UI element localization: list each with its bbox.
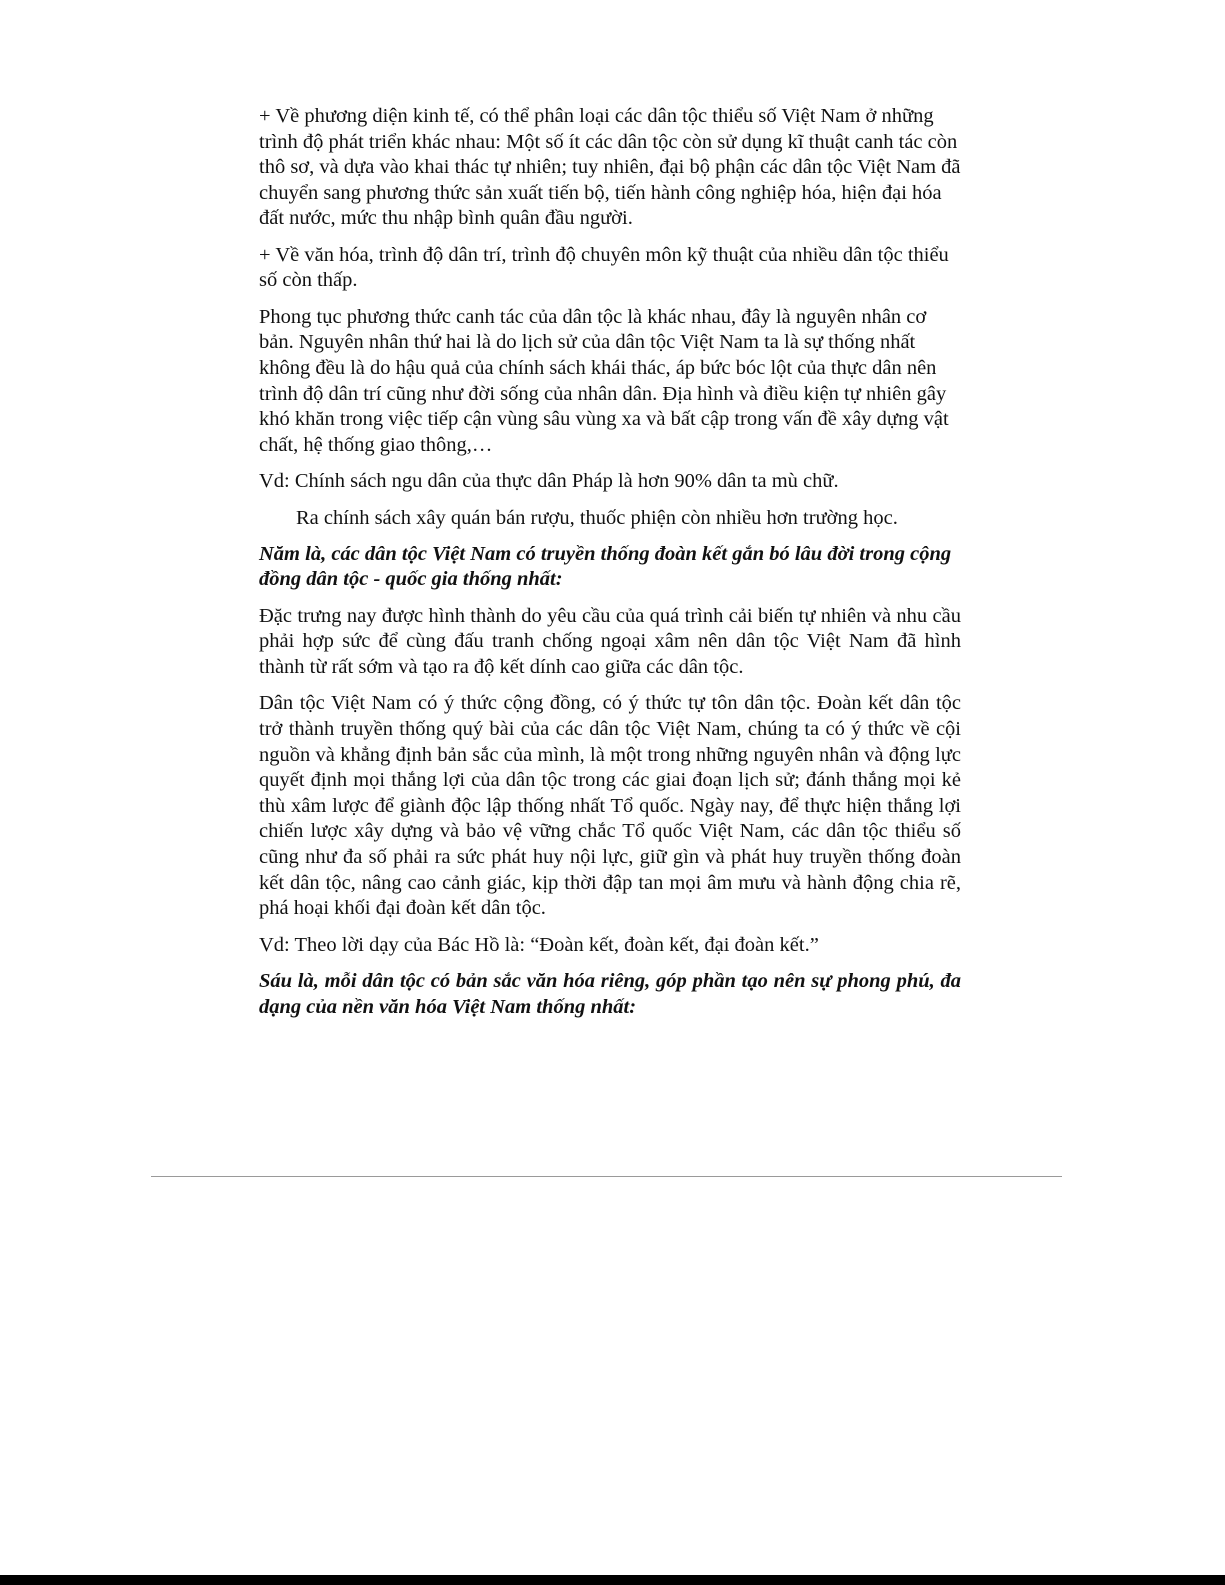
paragraph-unity: Dân tộc Việt Nam có ý thức cộng đồng, có ý thức tự tôn dân tộc. Đoàn kết dân tộc trở thành truyền thống quý bài của các dân tộc Việt Nam, chúng ta có ý thức về cội nguồn và khẳng định bản sắc của mình, là một trong những nguyên nhân và động lực quyết định mọi thắng lợi của dân tộc trong các giai đoạn lịch sử; đánh thắng mọi kẻ thù xâm lược để giành độc lập thống nhất Tổ quốc. Ngày nay, để thực hiện thắng lợi chiến lược xây dựng và bảo vệ vững chắc Tổ quốc Việt Nam, các dân tộc thiểu số cũng như đa số phải ra sức phát huy nội lực, giữ gìn và phát huy truyền thống đoàn kết dân tộc, nâng cao cảnh giác, kịp thời đập tan mọi âm mưu và hành động chia rẽ, phá hoại khối đại đoàn kết dân tộc. xyxy=(259,692,961,920)
section-heading-five: Năm là, các dân tộc Việt Nam có truyền thống đoàn kết gắn bó lâu đời trong cộng đồng dân tộc - quốc gia thống nhất: xyxy=(259,542,952,591)
example-ho-quote: Vd: Theo lời dạy của Bác Hồ là: “Đoàn kết, đoàn kết, đại đoàn kết.” xyxy=(259,933,819,956)
paragraph-culture: + Về văn hóa, trình độ dân trí, trình độ chuyên môn kỹ thuật của nhiều dân tộc thiểu số còn thấp. xyxy=(259,243,949,292)
bottom-edge-bar xyxy=(0,1575,1225,1585)
page-break-divider xyxy=(151,1176,1062,1177)
paragraph-causes: Phong tục phương thức canh tác của dân tộc là khác nhau, đây là nguyên nhân cơ bản. Nguyên nhân thứ hai là do lịch sử của dân tộc Việt Nam ta là sự thống nhất không đều là do hậu quả của chính sách khái thác, áp bức bóc lột của thực dân nên trình độ dân trí cũng như đời sống của nhân dân. Địa hình và điều kiện tự nhiên gây khó khăn trong việc tiếp cận vùng sâu vùng xa và bất cập trong vấn đề xây dựng vật chất, hệ thống giao thông,… xyxy=(259,305,949,456)
example-french-policy: Vd: Chính sách ngu dân của thực dân Pháp là hơn 90% dân ta mù chữ. xyxy=(259,470,839,493)
paragraph-characteristic: Đặc trưng nay được hình thành do yêu cầu của quá trình cải biến tự nhiên và nhu cầu phải hợp sức để cùng đấu tranh chống ngoại xâm nên dân tộc Việt Nam đã hình thành từ rất sớm và tạo ra độ kết dính cao giữa các dân tộc. xyxy=(259,604,961,679)
document-body xyxy=(259,104,961,1031)
section-heading-six: Sáu là, mỗi dân tộc có bản sắc văn hóa riêng, góp phần tạo nên sự phong phú, đa dạng của nền văn hóa Việt Nam thống nhất: xyxy=(259,969,961,1018)
example-liquor-policy: Ra chính sách xây quán bán rượu, thuốc phiện còn nhiều hơn trường học. xyxy=(296,506,898,529)
paragraph-economy: + Về phương diện kinh tế, có thể phân loại các dân tộc thiểu số Việt Nam ở những trình độ phát triển khác nhau: Một số ít các dân tộc còn sử dụng kĩ thuật canh tác còn thô sơ, và dựa vào khai thác tự nhiên; tuy nhiên, đại bộ phận các dân tộc Việt Nam đã chuyển sang phương thức sản xuất tiến bộ, tiến hành công nghiệp hóa, hiện đại hóa đất nước, mức thu nhập bình quân đầu người. xyxy=(259,105,961,230)
